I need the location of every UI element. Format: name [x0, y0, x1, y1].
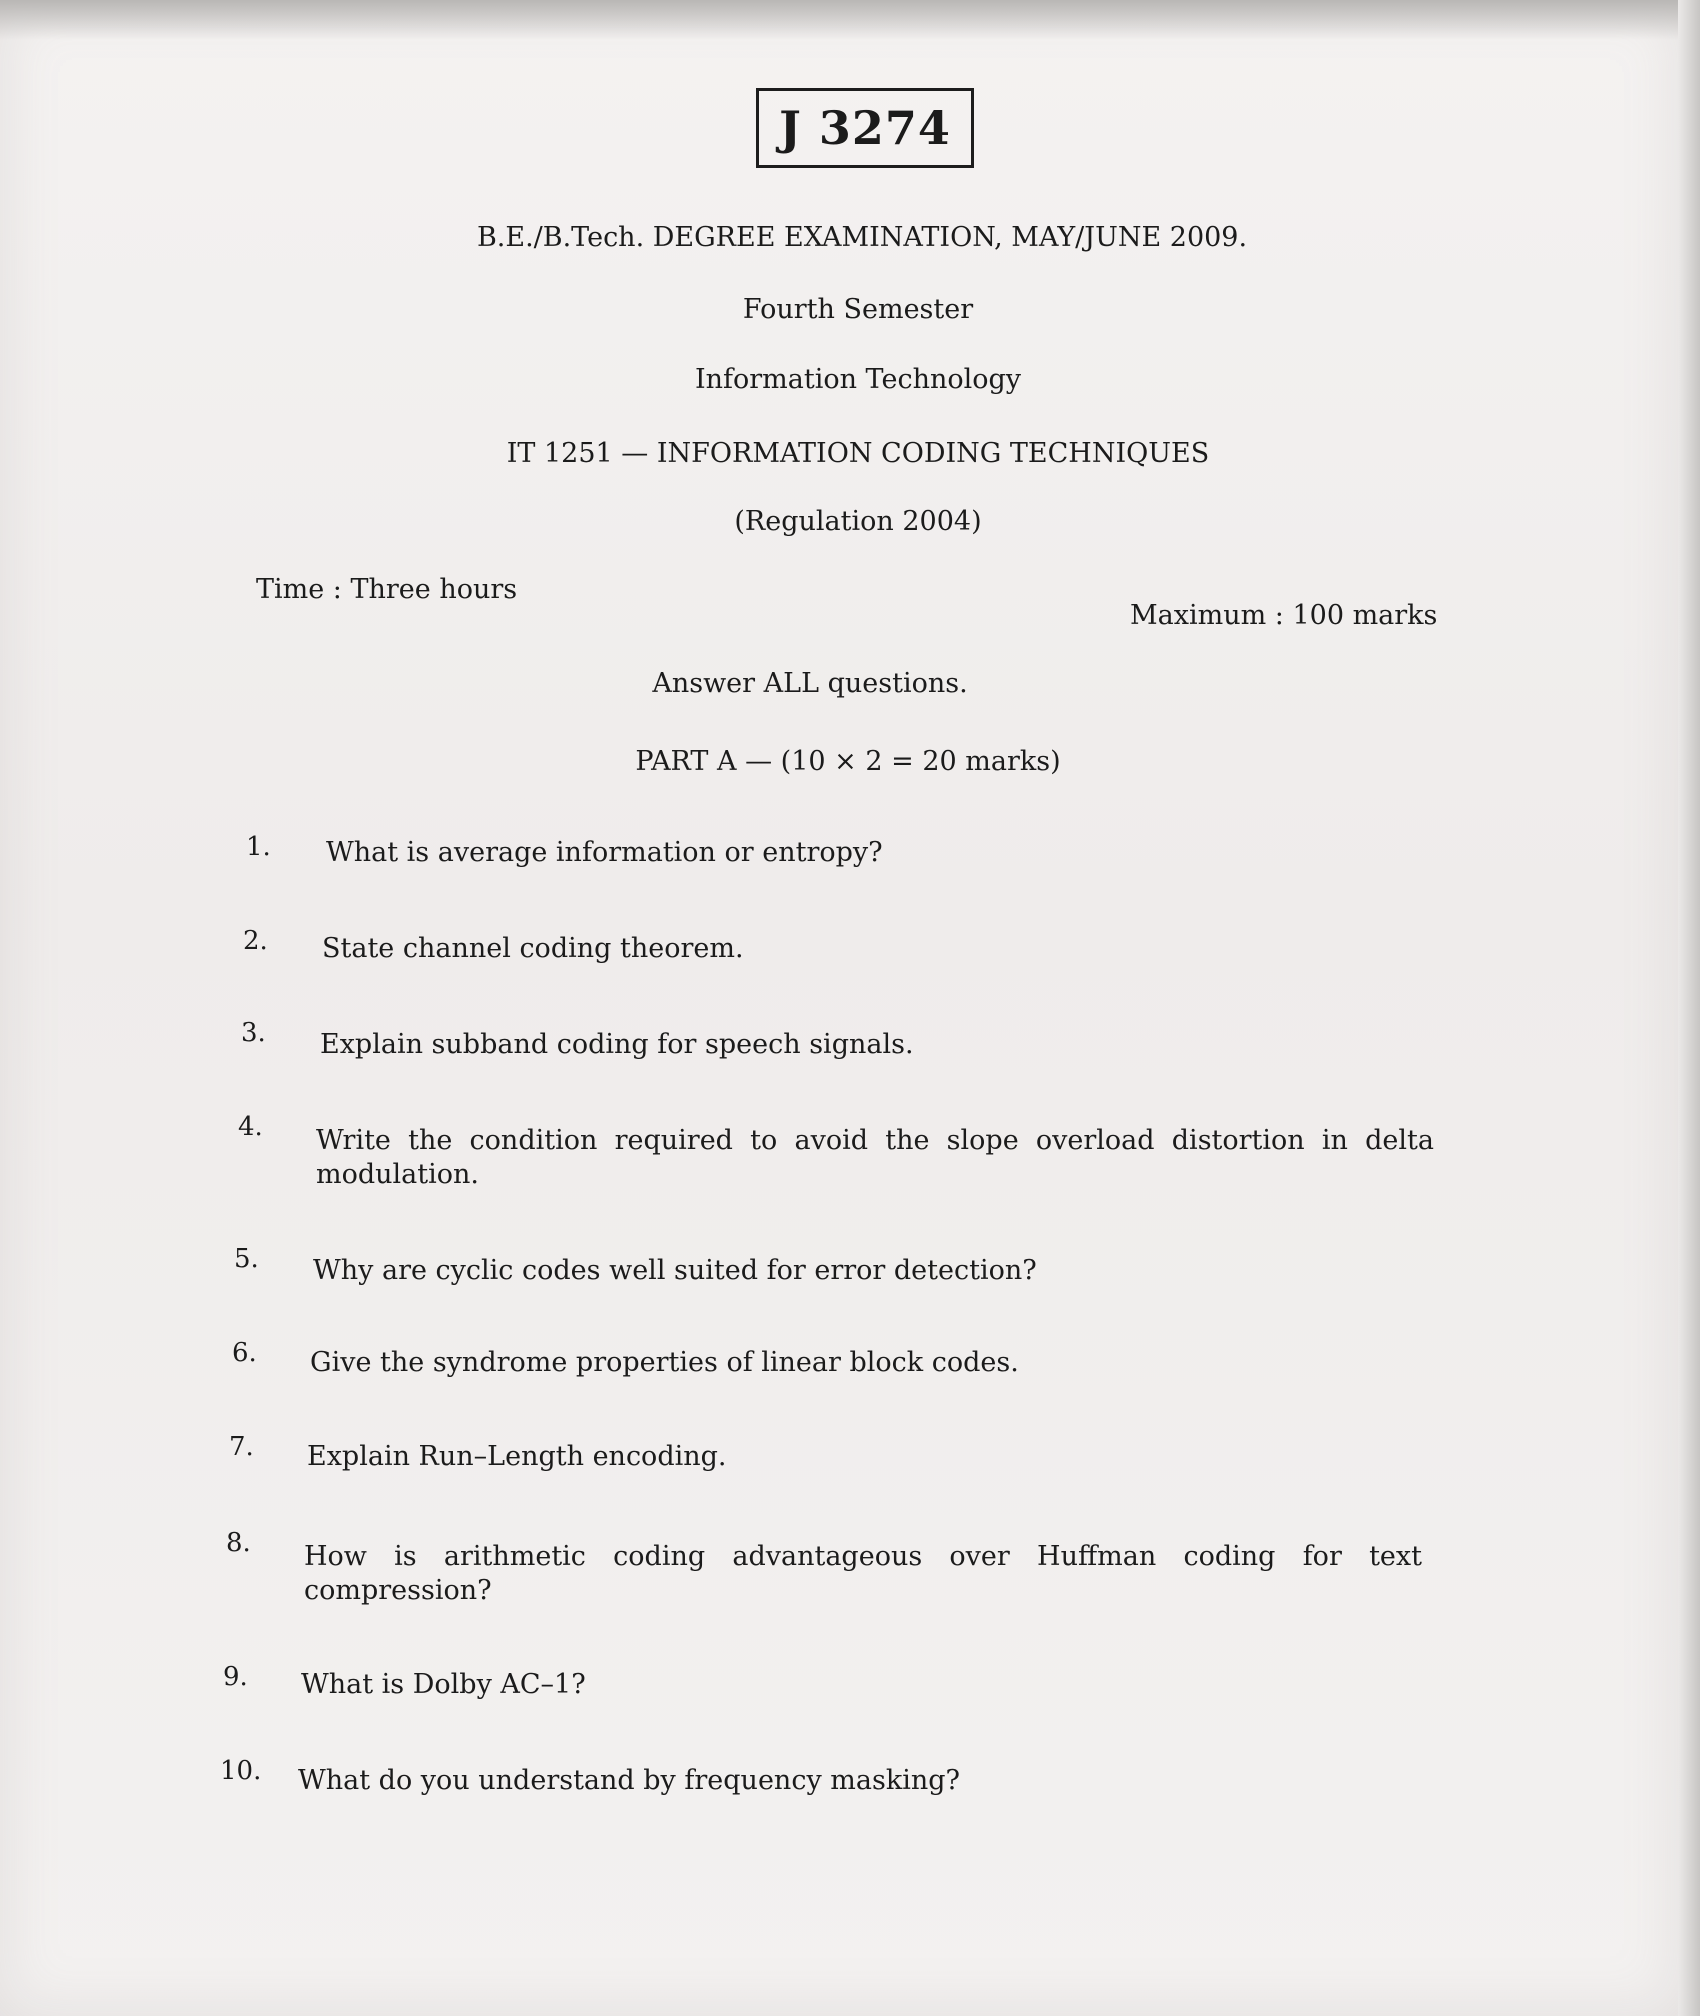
question-number: 3.: [241, 1018, 266, 1048]
semester-label: Fourth Semester: [742, 294, 974, 325]
question-number: 1.: [246, 832, 271, 862]
exam-title: B.E./B.Tech. DEGREE EXAMINATION, MAY/JUNE 2009.: [476, 222, 1248, 253]
question-text: Write the condition required to avoid the slope overload distortion in delta modulation.: [316, 1125, 1434, 1190]
paper-code-box: [756, 88, 974, 168]
question-text: Give the syndrome properties of linear block codes.: [310, 1347, 1019, 1378]
subject-title: IT 1251 — INFORMATION CODING TECHNIQUES: [506, 438, 1210, 469]
question-text: Explain subband coding for speech signals.: [320, 1029, 914, 1060]
question-number: 10.: [220, 1756, 262, 1786]
question-number: 5.: [234, 1244, 259, 1274]
paper-code: J 3274: [779, 101, 951, 155]
question-text: How is arithmetic coding advantageous over Huffman coding for text compression?: [304, 1541, 1422, 1606]
instruction-label: Answer ALL questions.: [652, 668, 968, 699]
question-text: State channel coding theorem.: [322, 933, 744, 964]
department-label: Information Technology: [694, 364, 1022, 395]
question-text: Why are cyclic codes well suited for error detection?: [313, 1255, 1037, 1286]
question-number: 7.: [229, 1432, 254, 1462]
scanner-top-edge: [0, 0, 1700, 40]
question-text: What is average information or entropy?: [326, 837, 883, 868]
question-text: Explain Run–Length encoding.: [307, 1441, 727, 1472]
question-number: 9.: [223, 1662, 248, 1692]
question-number: 4.: [238, 1112, 263, 1142]
question-text: What is Dolby AC–1?: [301, 1669, 586, 1700]
max-marks-label: Maximum : 100 marks: [1130, 600, 1438, 631]
regulation-label: (Regulation 2004): [734, 506, 982, 537]
question-number: 6.: [232, 1338, 257, 1368]
question-text: What do you understand by frequency masking?: [298, 1765, 960, 1796]
question-number: 8.: [226, 1528, 251, 1558]
question-number: 2.: [243, 926, 268, 956]
time-label: Time : Three hours: [256, 574, 518, 605]
part-a-heading: PART A — (10 × 2 = 20 marks): [635, 746, 1061, 777]
